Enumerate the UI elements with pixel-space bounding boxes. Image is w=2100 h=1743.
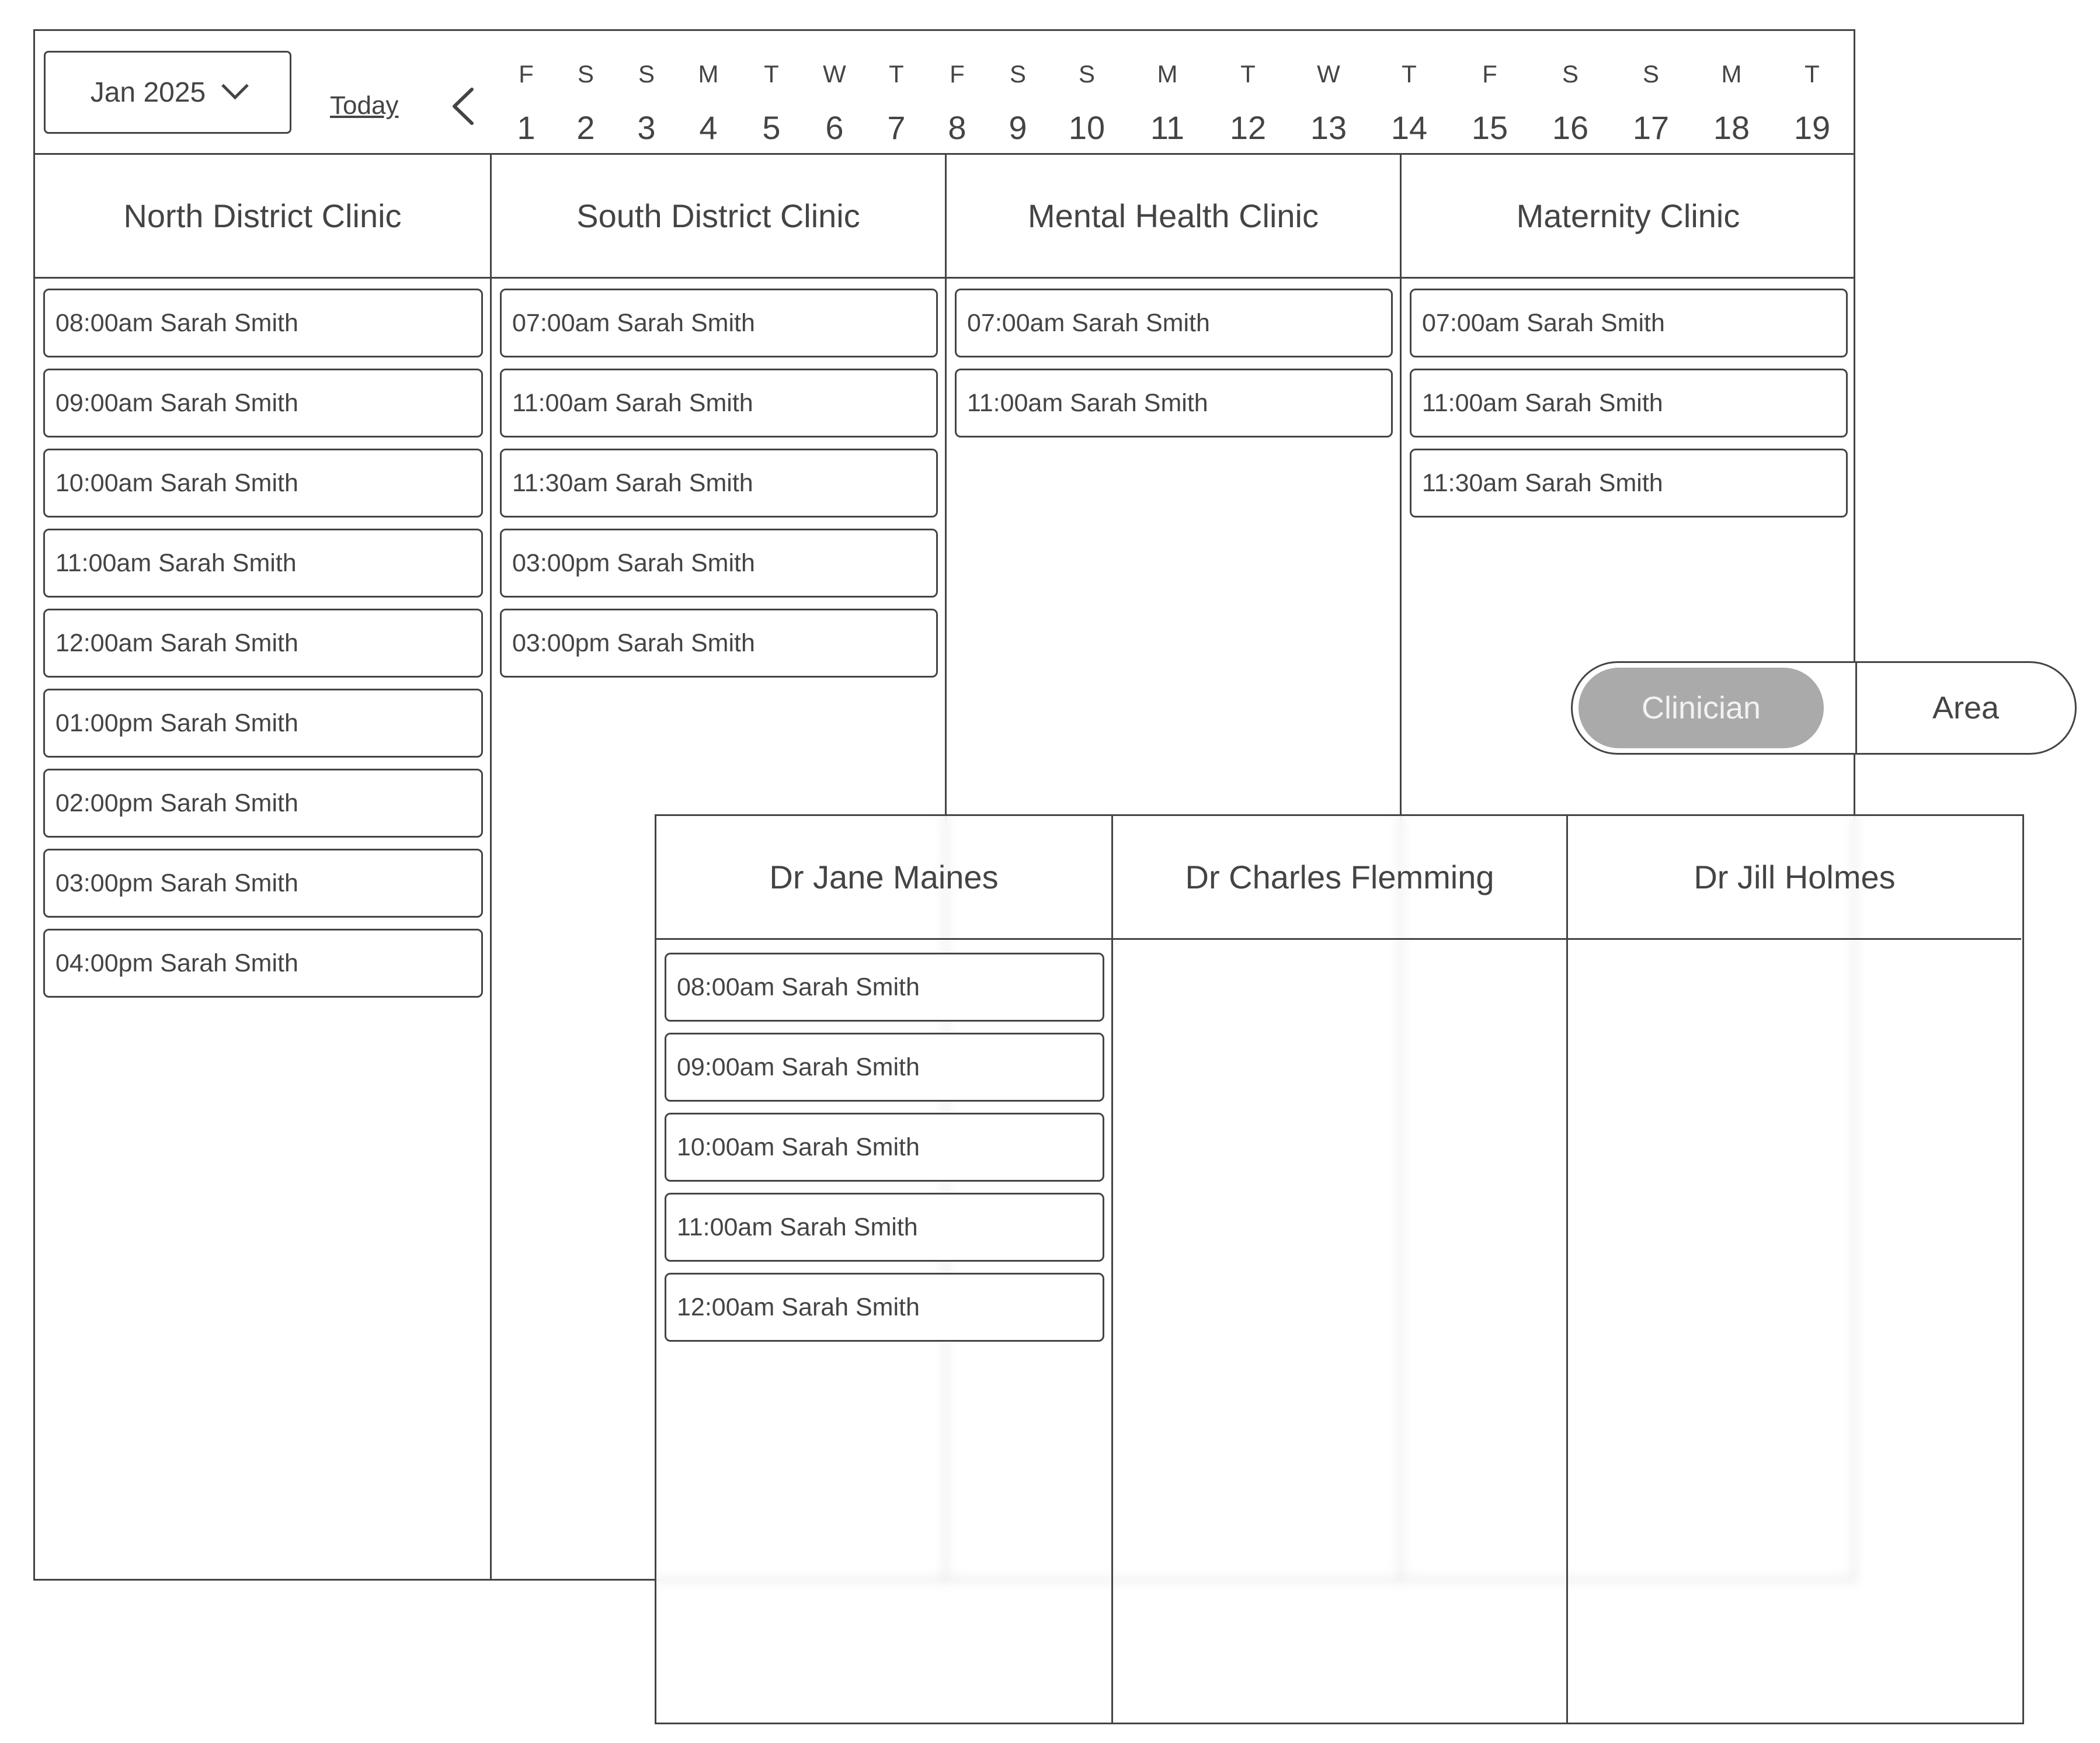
calendar-day[interactable] xyxy=(1625,31,1677,155)
appointment-list xyxy=(1568,940,2021,953)
appointment-list xyxy=(492,279,945,678)
day-of-week-label: T xyxy=(1805,60,1820,88)
clinician-column xyxy=(656,816,1111,1723)
day-number-label: 15 xyxy=(1471,109,1508,146)
day-of-week-label: F xyxy=(519,60,534,88)
appointment-list xyxy=(947,279,1400,438)
day-number-label: 18 xyxy=(1713,109,1750,146)
area-column-header: Mental Health Clinic xyxy=(947,155,1400,279)
appointment-slot[interactable]: 03:00pm Sarah Smith xyxy=(500,609,938,678)
day-of-week-label: T xyxy=(1240,60,1256,88)
calendar-day[interactable] xyxy=(808,31,861,155)
day-number-label: 9 xyxy=(1009,109,1027,146)
day-of-week-label: S xyxy=(1078,60,1095,88)
day-of-week-label: S xyxy=(1562,60,1579,88)
appointment-list xyxy=(35,279,490,998)
day-of-week-label: M xyxy=(698,60,719,88)
calendar-day[interactable] xyxy=(559,31,612,155)
appointment-list xyxy=(1402,279,1855,518)
appointment-slot[interactable]: 11:30am Sarah Smith xyxy=(500,449,938,518)
day-number-label: 6 xyxy=(825,109,844,146)
day-of-week-label: T xyxy=(889,60,904,88)
appointment-slot[interactable]: 12:00am Sarah Smith xyxy=(665,1273,1104,1342)
day-number-label: 1 xyxy=(517,109,536,146)
day-of-week-label: W xyxy=(1317,60,1340,88)
appointment-slot[interactable]: 07:00am Sarah Smith xyxy=(1410,289,1848,357)
calendar-day[interactable] xyxy=(682,31,735,155)
appointment-slot[interactable]: 11:00am Sarah Smith xyxy=(955,369,1393,438)
appointment-slot[interactable]: 11:00am Sarah Smith xyxy=(1410,369,1848,438)
appointment-slot[interactable]: 10:00am Sarah Smith xyxy=(665,1113,1104,1182)
appointment-slot[interactable]: 11:00am Sarah Smith xyxy=(500,369,938,438)
appointment-slot[interactable]: 08:00am Sarah Smith xyxy=(665,953,1104,1022)
calendar-day[interactable] xyxy=(992,31,1044,155)
appointment-slot[interactable]: 12:00am Sarah Smith xyxy=(43,609,483,678)
day-number-label: 4 xyxy=(699,109,718,146)
day-number-label: 12 xyxy=(1229,109,1267,146)
calendar-day[interactable] xyxy=(870,31,923,155)
appointment-slot[interactable]: 11:00am Sarah Smith xyxy=(665,1193,1104,1262)
clinician-column xyxy=(1111,816,1566,1723)
day-number-label: 2 xyxy=(576,109,595,146)
month-select[interactable] xyxy=(44,51,291,134)
appointment-list xyxy=(656,940,1111,1342)
toggle-divider xyxy=(1855,663,1857,753)
clinician-schedule-panel xyxy=(655,814,2024,1724)
day-of-week-label: S xyxy=(1009,60,1026,88)
toggle-area[interactable]: Area xyxy=(1932,690,2000,725)
day-number-label: 7 xyxy=(887,109,906,146)
day-number-label: 11 xyxy=(1150,109,1185,146)
calendar-day[interactable] xyxy=(745,31,798,155)
day-of-week-label: T xyxy=(1402,60,1417,88)
day-of-week-label: M xyxy=(1157,60,1178,88)
day-number-label: 8 xyxy=(948,109,966,146)
day-number-label: 13 xyxy=(1310,109,1347,146)
calendar-day[interactable] xyxy=(500,31,552,155)
chevron-down-icon xyxy=(221,72,249,99)
day-of-week-label: S xyxy=(638,60,655,88)
day-of-week-label: T xyxy=(764,60,779,88)
appointment-slot[interactable]: 11:30am Sarah Smith xyxy=(1410,449,1848,518)
appointment-slot[interactable]: 07:00am Sarah Smith xyxy=(955,289,1393,357)
today-link[interactable]: Today xyxy=(330,91,399,120)
day-number-label: 14 xyxy=(1390,109,1428,146)
calendar-day[interactable] xyxy=(1061,31,1113,155)
area-column-header: South District Clinic xyxy=(492,155,945,279)
appointment-slot[interactable]: 09:00am Sarah Smith xyxy=(665,1033,1104,1102)
day-of-week-label: F xyxy=(1482,60,1497,88)
calendar-day[interactable] xyxy=(1705,31,1758,155)
day-number-label: 19 xyxy=(1793,109,1831,146)
calendar-day[interactable] xyxy=(1383,31,1435,155)
appointment-slot[interactable]: 07:00am Sarah Smith xyxy=(500,289,938,357)
day-of-week-label: F xyxy=(950,60,965,88)
calendar-day[interactable] xyxy=(1544,31,1597,155)
area-column-header: Maternity Clinic xyxy=(1402,155,1855,279)
day-number-label: 3 xyxy=(637,109,656,146)
appointment-slot[interactable]: 03:00pm Sarah Smith xyxy=(500,529,938,598)
appointment-slot[interactable]: 08:00am Sarah Smith xyxy=(43,289,483,357)
calendar-day[interactable] xyxy=(1222,31,1274,155)
clinician-column-header: Dr Jane Maines xyxy=(656,816,1111,940)
area-column xyxy=(35,155,490,1579)
calendar-toolbar xyxy=(35,31,1854,155)
appointment-slot[interactable]: 09:00am Sarah Smith xyxy=(43,369,483,438)
calendar-day[interactable] xyxy=(620,31,673,155)
calendar-day[interactable] xyxy=(1302,31,1355,155)
clinician-column xyxy=(1566,816,2021,1723)
calendar-day[interactable] xyxy=(931,31,983,155)
toggle-clinician[interactable]: Clinician xyxy=(1579,668,1824,748)
calendar-day[interactable] xyxy=(1463,31,1516,155)
day-of-week-label: W xyxy=(823,60,846,88)
chevron-left-icon[interactable] xyxy=(444,86,485,127)
clinician-column-header: Dr Charles Flemming xyxy=(1113,816,1566,940)
day-number-label: 16 xyxy=(1552,109,1589,146)
appointment-slot[interactable]: 11:00am Sarah Smith xyxy=(43,529,483,598)
area-column-header: North District Clinic xyxy=(35,155,490,279)
appointment-slot[interactable]: 03:00pm Sarah Smith xyxy=(43,849,483,918)
day-number-label: 5 xyxy=(762,109,781,146)
calendar-day[interactable] xyxy=(1786,31,1838,155)
clinician-column-header: Dr Jill Holmes xyxy=(1568,816,2021,940)
day-of-week-label: S xyxy=(1642,60,1659,88)
day-of-week-label: M xyxy=(1721,60,1742,88)
day-number-label: 17 xyxy=(1632,109,1670,146)
appointment-slot[interactable]: 01:00pm Sarah Smith xyxy=(43,689,483,758)
appointment-slot[interactable]: 10:00am Sarah Smith xyxy=(43,449,483,518)
appointment-slot[interactable]: 02:00pm Sarah Smith xyxy=(43,769,483,838)
appointment-list xyxy=(1113,940,1566,953)
month-select-label: Jan 2025 xyxy=(90,77,206,108)
appointment-slot[interactable]: 04:00pm Sarah Smith xyxy=(43,929,483,998)
day-of-week-label: S xyxy=(577,60,594,88)
view-toggle xyxy=(1571,661,2077,755)
calendar-day[interactable] xyxy=(1141,31,1194,155)
day-number-label: 10 xyxy=(1068,109,1105,146)
